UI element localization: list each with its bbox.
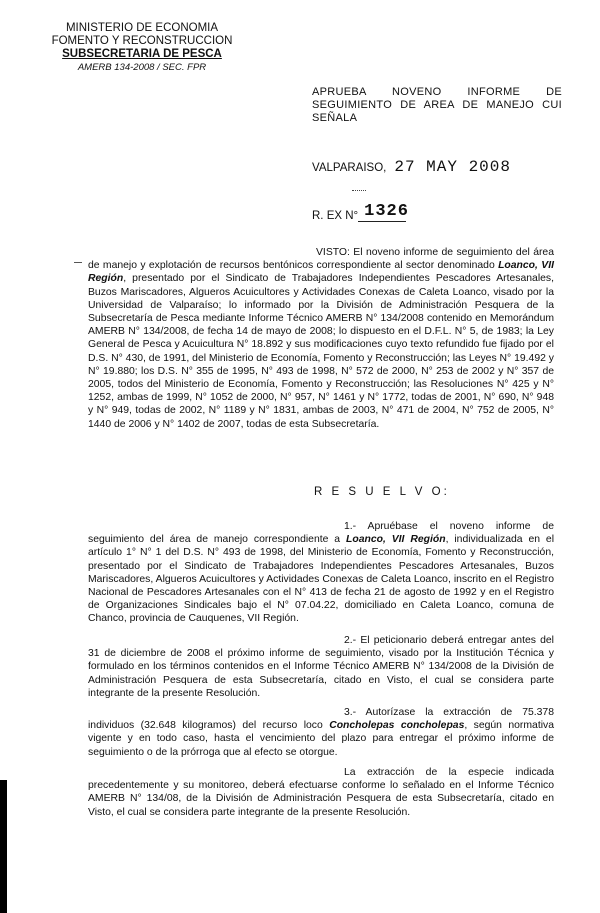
place: VALPARAISO, bbox=[312, 162, 387, 174]
item-3-rest: , según normativa vigente y en todo caso, hasta el vencimiento del plazo para entregar el próximo informe de seguimiento o de la prórroga que al efecto se otorgue. bbox=[88, 720, 554, 758]
ministry-name: MINISTERIO DE ECONOMIA bbox=[65, 22, 219, 34]
reference-code: AMERB 134-2008 / SEC. FPR bbox=[77, 62, 207, 73]
undersecretariat-name: SUBSECRETARIA DE PESCA bbox=[62, 48, 222, 60]
item-1-sector: Loanco, VII Región bbox=[346, 534, 446, 546]
item-3-species: Concholepas concholepas bbox=[329, 720, 465, 732]
place-date-line bbox=[312, 158, 511, 176]
visto-sector: Loanco, VII Región bbox=[88, 260, 554, 285]
visto-paragraph bbox=[88, 246, 554, 431]
visto-rest: , presentado por el Sindicato de Trabajadores Independientes Pescadores Artesanales, Buzos Mariscadores, Algueros Acuicultores y Actividades Conexas de Caleta Loanco, visado por la Universidad de Valparaíso; lo informado por la División de Administración Pesquera de la Subsecretaría de Pesca mediante Informe Técnico AMERB N° 134/2008 contenido en Memorándum AMERB N° 134/2008, de fecha 14 de mayo de 2008; lo dispuesto en el D.F.L. N° 5, de 1983; la Ley General de Pesca y Acuicultura N° 18.892 y sus modificaciones cuyo texto refundido fue fijado por el D.S. N° 430, de 1991, del Ministerio de Economía, Fomento y Reconstrucción; las Leyes N° 19.492 y N° 19.880; los D.S. N° 355 de 1995, N° 493 de 1998, N° 572 de 2000, N° 253 de 2002 y N° 357 de 2005, todos del Ministerio de Economía, Fomento y Reconstrucción; las Resoluciones N° 425 y N° 1252, ambas de 1999, N° 1052 de 2000, N° 957, N° 1461 y N° 1772, todas de 2001, N° 690, N° 948 y N° 949, todas de 2002, N° 1189 y N° 1831, ambas de 2003, N° 471 de 2004, N° 752 de 2005, N° 1440 de 2006 y N° 1402 de 2007, todas de esta Subsecretaría. bbox=[88, 273, 554, 430]
rex-number: 1326 bbox=[364, 202, 409, 221]
letterhead bbox=[32, 22, 252, 74]
document-subject: APRUEBA NOVENO INFORME DE SEGUIMIENTO DE AREA DE MANEJO CUI SEÑALA bbox=[312, 86, 562, 124]
ministry-subtitle: FOMENTO Y RECONSTRUCCION bbox=[51, 35, 233, 47]
item-3-paragraph bbox=[88, 706, 554, 759]
item-4-paragraph bbox=[88, 766, 554, 819]
visto-lead: VISTO: El noveno informe de seguimiento del área de manejo y explotación de recursos bentónicos correspondiente al sector denominado bbox=[88, 247, 554, 272]
item-1-rest: , individualizada en el artículo 1° N° 1 del D.S. N° 493 de 1998, del Ministerio de Economía, Fomento y Reconstrucción, presentado por el Sindicato de Trabajadores Independientes Pescadores Artesanales, Buzos Mariscadores, Algueros Acuicultores y Actividades Conexas de Caleta Loanco, inscrito en el Registro Nacional de Pescadores Artesanales con el N° 413 de fecha 21 de agosto de 1992 y en el Registro de Organizaciones Sindicales bajo el N° 07.04.22, domiciliado en Caleta Loanco, comuna de Chanco, provincia de Cauquenes, VII Región. bbox=[88, 534, 555, 625]
item-2-paragraph bbox=[88, 634, 554, 700]
divider-mark bbox=[352, 190, 366, 191]
rex-label: R. EX N° bbox=[312, 210, 359, 222]
item-3-lead: 3.- Autorízase la extracción de 75.378 individuos (32.648 kilogramos) del recurso loco bbox=[88, 707, 554, 732]
item-2-text: 2.- El peticionario deberá entregar antes del 31 de diciembre de 2008 el próximo informe de seguimiento, visado por la Institución Técnica y formulado en los términos contenidos en el Informe Técnico AMERB N° 134/2008 de la División de Administración Pesquera de esta Subsecretaría, citado en Visto, el cual se considera parte integrante de la presente Resolución. bbox=[88, 635, 554, 699]
scan-edge-bar bbox=[0, 780, 7, 913]
item-1-lead: 1.- Apruébase el noveno informe de seguimiento del área de manejo correspondiente a bbox=[88, 521, 554, 546]
date-stamp: 27 MAY 2008 bbox=[394, 158, 511, 176]
margin-mark bbox=[74, 262, 82, 263]
number-underline bbox=[358, 202, 409, 222]
item-1-paragraph bbox=[88, 520, 554, 626]
item-4-text: La extracción de la especie indicada precedentemente y su monitoreo, deberá efectuarse conforme lo señalado en el Informe Técnico AMERB N° 134/08, de la División de Administración Pesquera de esta Subsecretaría, citado en Visto, el cual se considera parte integrante de la presente Resolución. bbox=[88, 767, 554, 818]
resolution-number-line bbox=[312, 202, 409, 222]
resuelvo-heading: R E S U E L V O: bbox=[314, 486, 450, 498]
